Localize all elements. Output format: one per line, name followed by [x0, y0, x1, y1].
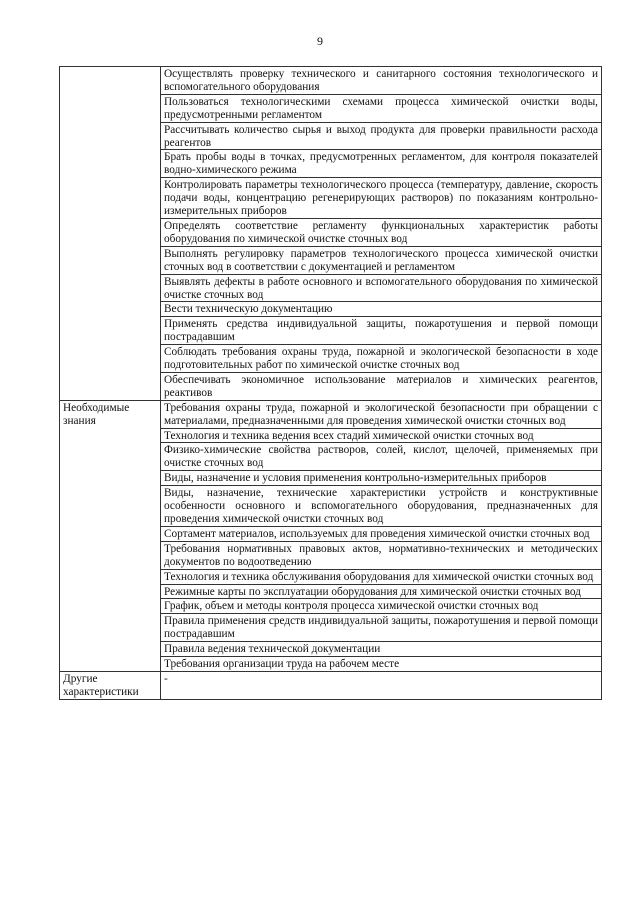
requirements-table: [59, 66, 602, 700]
skills-item: Рассчитывать количество сырья и выход продукта для проверки правильности расхода реагентов: [161, 122, 602, 150]
other-label: Другие характеристики: [60, 671, 161, 699]
skills-item: Соблюдать требования охраны труда, пожарной и экологической безопасности в ходе подготовительных работ по химической очистке сточных вод: [161, 345, 602, 373]
knowledge-label: Необходимые знания: [60, 400, 161, 671]
skills-item: Выполнять регулировку параметров технологического процесса химической очистки сточных вод в соответствии с документацией и регламентом: [161, 246, 602, 274]
skills-item: Вести техническую документацию: [161, 302, 602, 317]
knowledge-item: Режимные карты по эксплуатации оборудования для химической очистки сточных вод: [161, 584, 602, 599]
skills-item: Осуществлять проверку технического и санитарного состояния технологического и вспомогательного оборудования: [161, 67, 602, 95]
knowledge-item: Сортамент материалов, используемых для проведения химической очистки сточных вод: [161, 526, 602, 541]
skills-item: Выявлять дефекты в работе основного и вспомогательного оборудования по химической очистке сточных вод: [161, 274, 602, 302]
knowledge-item: Технология и техника обслуживания оборудования для химической очистки сточных вод: [161, 569, 602, 584]
knowledge-row: [60, 400, 602, 428]
page-number: 9: [317, 34, 323, 48]
skills-item: Контролировать параметры технологического процесса (температуру, давление, скорость подачи воды, концентрацию регенерирующих растворов) по показаниям контрольно-измерительных приборов: [161, 178, 602, 219]
skills-item: Обеспечивать экономичное использование материалов и химических реагентов, реактивов: [161, 372, 602, 400]
skills-item: Пользоваться технологическими схемами процесса химической очистки воды, предусмотренными регламентом: [161, 94, 602, 122]
knowledge-item: Требования охраны труда, пожарной и экологической безопасности при обращении с материалами, предназначенными для проведения химической очистки сточных вод: [161, 400, 602, 428]
knowledge-item: Правила ведения технической документации: [161, 642, 602, 657]
knowledge-item: Правила применения средств индивидуальной защиты, пожаротушения и первой помощи пострадавшим: [161, 614, 602, 642]
knowledge-item: Физико-химические свойства растворов, солей, кислот, щелочей, применяемых при очистке сточных вод: [161, 443, 602, 471]
skills-item: Определять соответствие регламенту функциональных характеристик работы оборудования по химической очистке сточных вод: [161, 218, 602, 246]
other-value: -: [161, 671, 602, 699]
knowledge-item: Виды, назначение, технические характеристики устройств и конструктивные особенности основного и вспомогательного оборудования, предназначенных для проведения химической очистки сточных вод: [161, 486, 602, 527]
skills-row: [60, 67, 602, 95]
knowledge-item: Требования нормативных правовых актов, нормативно-технических и методических документов по водоотведению: [161, 541, 602, 569]
knowledge-item: Технология и техника ведения всех стадий химической очистки сточных вод: [161, 428, 602, 443]
skills-item: Брать пробы воды в точках, предусмотренных регламентом, для контроля показателей водно-химического режима: [161, 150, 602, 178]
knowledge-item: График, объем и методы контроля процесса химической очистки сточных вод: [161, 599, 602, 614]
skills-label: [60, 67, 161, 401]
skills-item: Применять средства индивидуальной защиты, пожаротушения и первой помощи пострадавшим: [161, 317, 602, 345]
knowledge-item: Виды, назначение и условия применения контрольно-измерительных приборов: [161, 471, 602, 486]
other-row: [60, 671, 602, 699]
knowledge-item: Требования организации труда на рабочем месте: [161, 657, 602, 672]
